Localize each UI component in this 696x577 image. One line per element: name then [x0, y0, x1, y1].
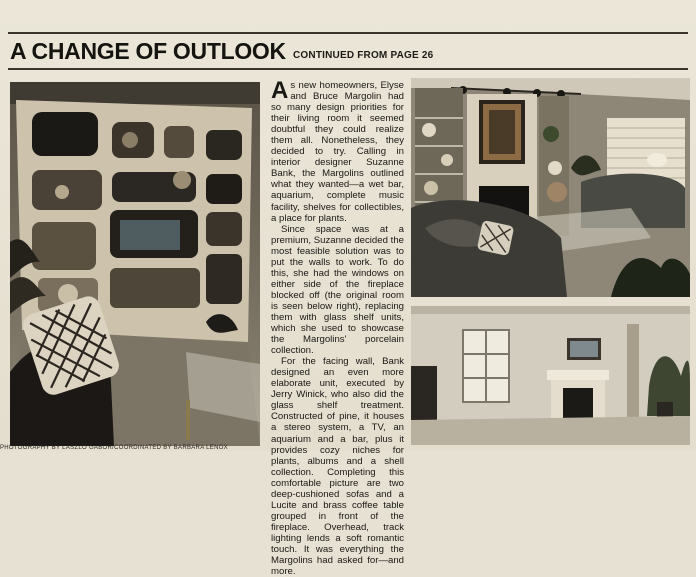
article-paragraph-3: For the facing wall, Bank designed an even more elaborate unit, executed by Jerry Winick, who also did the glass shelf treatment. Constructed of pine, it houses a stereo system, a TV, an aquarium and a bar, plus it provides cozy niches for plants, albums and a shell collection. Completing this comfortable picture are two deep-cushioned sofas and a Lucite and brass coffee table grouped in front of the fireplace. Overhead, track lighting lends a soft romantic touch. It was everything the Margolins had asked for—and more. [271, 356, 404, 577]
drop-cap: A [271, 77, 289, 104]
headline-rule [8, 68, 688, 70]
wall-unit-photo [10, 82, 260, 446]
photo-credit: PHOTOGRAPHY BY LASZLO GABOR/COORDINATED BY BARBARA LENOX [0, 445, 228, 451]
headline: A CHANGE OF OUTLOOK [10, 38, 286, 64]
continued-line: CONTINUED FROM PAGE 26 [293, 50, 434, 61]
article-paragraph-2: Since space was at a premium, Suzanne decided the most feasible solution was to put the walls to work. To do this, she had the windows on either side of the fireplace blocked off (the original room is seen below right), replacing them with glass shelf units, which she used to showcase the Margolins' porcelain collection. [271, 223, 404, 357]
living-room-after-photo [411, 78, 690, 297]
article-body [271, 77, 404, 577]
top-rule [8, 32, 688, 34]
original-room-photo [411, 306, 690, 445]
article-paragraph-1: s new homeowners, Elyse and Bruce Margolin had so many design priorities for their living room it seemed doubtful they could realize them all. Nonetheless, they decided to try. Calling in interior designer Suzanne Bank, the Margolins outlined what they wanted—a wet bar, aquarium, complete music facility, shelves for collectibles, a place for plants. [271, 80, 404, 224]
